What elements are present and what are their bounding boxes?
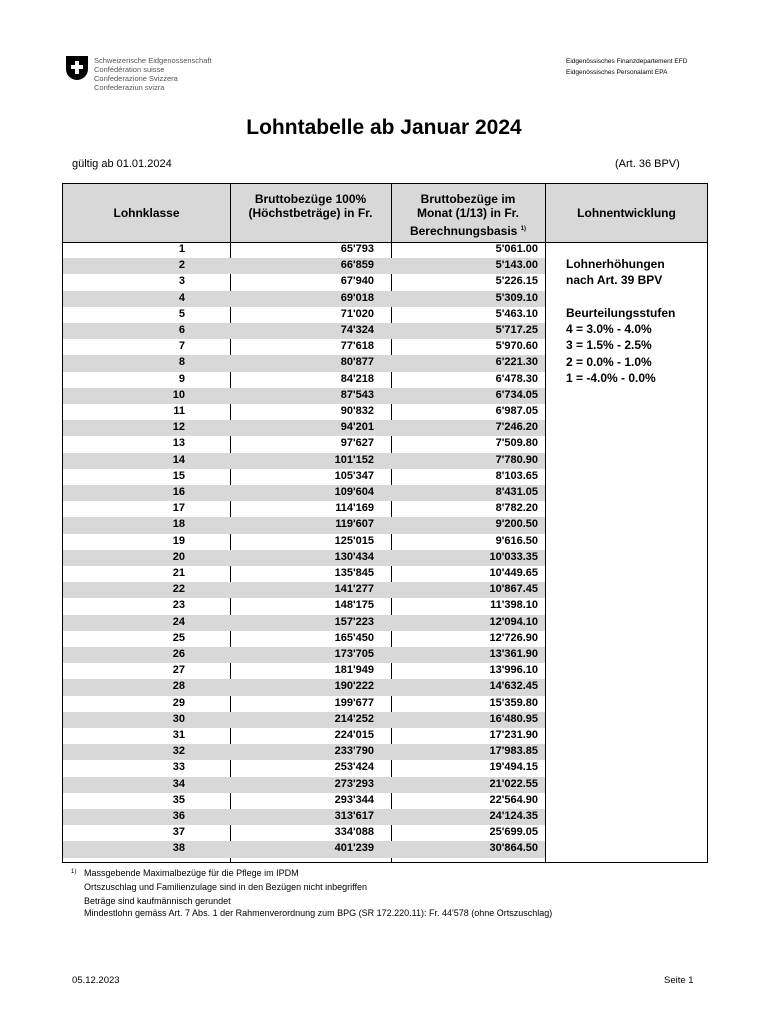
logo-line: Confédération suisse bbox=[94, 65, 165, 74]
cell-lohnklasse: 1 bbox=[178, 243, 185, 255]
basis-label: Berechnungsbasis bbox=[409, 224, 518, 238]
cell-lohnklasse: 23 bbox=[172, 599, 185, 612]
cell-monthly: 14'632.45 bbox=[489, 680, 538, 693]
cell-annual: 135'845 bbox=[334, 567, 374, 579]
header-line-basis bbox=[391, 222, 545, 238]
table-row bbox=[63, 712, 545, 728]
cell-annual: 80'877 bbox=[340, 356, 374, 369]
cell-lohnklasse: 37 bbox=[172, 826, 185, 839]
table-row bbox=[63, 339, 545, 355]
cell-monthly: 12'726.90 bbox=[489, 631, 538, 644]
footnote-line: Ortszuschlag und Familienzulage sind in den Bezügen nicht inbegriffen bbox=[84, 882, 368, 892]
table-row bbox=[63, 744, 545, 760]
table-row bbox=[63, 517, 545, 533]
cell-annual: 84'218 bbox=[340, 372, 374, 385]
cell-monthly: 5'463.10 bbox=[495, 307, 538, 320]
cell-monthly: 24'124.35 bbox=[489, 810, 538, 822]
table-row bbox=[63, 307, 545, 323]
cell-monthly: 5'143.00 bbox=[495, 259, 538, 272]
cell-monthly: 17'983.85 bbox=[489, 745, 538, 758]
table-row bbox=[63, 841, 545, 857]
cell-lohnklasse: 18 bbox=[172, 518, 185, 531]
header-line: Bruttobezüge im bbox=[420, 192, 516, 206]
cell-monthly: 5'717.25 bbox=[495, 324, 538, 336]
cell-monthly: 6'478.30 bbox=[495, 372, 538, 385]
cell-monthly: 5'226.15 bbox=[495, 275, 538, 288]
cell-annual: 69'018 bbox=[340, 291, 374, 304]
cell-lohnklasse: 17 bbox=[172, 502, 185, 515]
document-date: 05.12.2023 bbox=[72, 975, 120, 986]
side-line: Lohnerhöhungen bbox=[566, 257, 665, 271]
cell-annual: 77'618 bbox=[340, 340, 374, 353]
cell-lohnklasse: 13 bbox=[172, 437, 185, 450]
cell-annual: 165'450 bbox=[334, 631, 374, 644]
table-row bbox=[63, 679, 545, 695]
cell-annual: 109'604 bbox=[334, 486, 374, 498]
footnote-line: Massgebende Maximalbezüge für die Pflege im IPDM bbox=[84, 868, 299, 878]
cell-annual: 90'832 bbox=[340, 405, 374, 417]
cell-lohnklasse: 20 bbox=[172, 550, 185, 563]
table-row bbox=[63, 825, 545, 841]
header-brutto-monthly bbox=[391, 192, 545, 238]
cell-monthly: 11'398.10 bbox=[490, 599, 538, 612]
cell-lohnklasse: 22 bbox=[172, 583, 185, 596]
article-reference: (Art. 36 BPV) bbox=[615, 158, 680, 170]
table-row bbox=[63, 501, 545, 517]
cell-lohnklasse: 24 bbox=[172, 615, 185, 628]
table-row bbox=[63, 777, 545, 793]
confederation-logo-text bbox=[94, 56, 212, 92]
cell-lohnklasse: 5 bbox=[178, 307, 185, 320]
table-row bbox=[63, 420, 545, 436]
cell-annual: 214'252 bbox=[334, 712, 374, 725]
cell-monthly: 13'996.10 bbox=[489, 664, 538, 677]
side-line: Beurteilungsstufen bbox=[566, 306, 676, 320]
cell-annual: 224'015 bbox=[334, 729, 374, 741]
cell-monthly: 7'246.20 bbox=[495, 421, 538, 434]
cell-lohnklasse: 2 bbox=[178, 259, 185, 272]
column-divider bbox=[545, 184, 546, 862]
cell-monthly: 10'449.65 bbox=[489, 567, 538, 579]
cell-lohnklasse: 6 bbox=[178, 324, 185, 336]
cell-annual: 157'223 bbox=[334, 615, 374, 628]
cell-lohnklasse: 12 bbox=[172, 421, 185, 434]
cell-annual: 190'222 bbox=[334, 680, 374, 693]
table-row bbox=[63, 663, 545, 679]
table-row bbox=[63, 793, 545, 809]
cell-annual: 97'627 bbox=[340, 437, 374, 450]
cell-annual: 334'088 bbox=[334, 826, 374, 839]
table-row bbox=[63, 550, 545, 566]
cell-annual: 65'793 bbox=[340, 243, 374, 255]
cell-annual: 141'277 bbox=[334, 583, 374, 596]
header-line: Monat (1/13) in Fr. bbox=[416, 206, 519, 220]
cell-lohnklasse: 34 bbox=[172, 777, 185, 790]
cell-lohnklasse: 9 bbox=[178, 372, 185, 385]
cell-monthly: 13'361.90 bbox=[489, 648, 538, 660]
table-row bbox=[63, 469, 545, 485]
footnote-mark: 1) bbox=[71, 869, 77, 875]
cell-lohnklasse: 31 bbox=[172, 729, 185, 741]
cell-annual: 173'705 bbox=[334, 648, 374, 660]
cell-lohnklasse: 27 bbox=[172, 664, 185, 677]
table-row bbox=[63, 631, 545, 647]
table-row bbox=[63, 323, 545, 339]
cell-monthly: 16'480.95 bbox=[489, 712, 538, 725]
footnote-line: Mindestlohn gemäss Art. 7 Abs. 1 der Rahmenverordnung zum BPG (SR 172.220.11): Fr. 44'578 (ohne Ortszuschlag) bbox=[84, 908, 553, 918]
footnote-line: Beträge sind kaufmännisch gerundet bbox=[84, 896, 231, 906]
header-lohnentwicklung: Lohnentwicklung bbox=[577, 206, 676, 220]
cell-annual: 401'239 bbox=[334, 842, 374, 855]
cell-monthly: 6'987.05 bbox=[495, 405, 538, 417]
cell-annual: 94'201 bbox=[340, 421, 374, 434]
table-row bbox=[63, 598, 545, 614]
table-row bbox=[63, 274, 545, 290]
salary-increase-note bbox=[566, 256, 665, 288]
cell-lohnklasse: 7 bbox=[178, 340, 185, 353]
cell-annual: 71'020 bbox=[340, 307, 374, 320]
cell-annual: 130'434 bbox=[334, 550, 374, 563]
table-row bbox=[63, 372, 545, 388]
cell-annual: 253'424 bbox=[334, 761, 374, 774]
cell-monthly: 8'431.05 bbox=[495, 486, 538, 498]
table-row bbox=[63, 258, 545, 274]
cell-lohnklasse: 15 bbox=[172, 469, 185, 482]
side-line: 4 = 3.0% - 4.0% bbox=[566, 322, 652, 337]
side-line: 2 = 0.0% - 1.0% bbox=[566, 354, 652, 369]
office-line: Eidgenössisches Personalamt EPA bbox=[566, 69, 668, 76]
cell-annual: 67'940 bbox=[340, 275, 374, 288]
cell-annual: 181'949 bbox=[334, 664, 374, 677]
cell-monthly: 19'494.15 bbox=[489, 761, 538, 774]
cell-annual: 114'169 bbox=[335, 502, 374, 515]
cell-annual: 74'324 bbox=[340, 324, 374, 336]
header-lohnklasse: Lohnklasse bbox=[113, 206, 180, 220]
assessment-levels bbox=[566, 305, 675, 386]
table-row bbox=[63, 534, 545, 550]
cell-lohnklasse: 16 bbox=[172, 486, 185, 498]
header-brutto-annual bbox=[230, 192, 391, 220]
table-row bbox=[63, 760, 545, 776]
side-line: nach Art. 39 BPV bbox=[566, 273, 663, 288]
cell-monthly: 10'033.35 bbox=[489, 550, 538, 563]
cell-monthly: 7'780.90 bbox=[495, 453, 538, 466]
cell-annual: 119'607 bbox=[335, 518, 374, 531]
cell-annual: 273'293 bbox=[334, 777, 374, 790]
cell-annual: 233'790 bbox=[334, 745, 374, 758]
cell-monthly: 7'509.80 bbox=[495, 437, 538, 450]
cell-lohnklasse: 33 bbox=[172, 761, 185, 774]
cell-lohnklasse: 8 bbox=[178, 356, 185, 369]
table-row bbox=[63, 291, 545, 307]
cell-lohnklasse: 36 bbox=[172, 810, 185, 822]
cell-lohnklasse: 3 bbox=[178, 275, 185, 288]
cell-annual: 66'859 bbox=[340, 259, 374, 272]
cell-monthly: 8'782.20 bbox=[495, 502, 538, 515]
valid-from: gültig ab 01.01.2024 bbox=[72, 158, 172, 170]
cell-lohnklasse: 30 bbox=[172, 712, 185, 725]
page-number: Seite 1 bbox=[664, 975, 694, 986]
swiss-cross-icon bbox=[66, 56, 88, 80]
cell-lohnklasse: 29 bbox=[172, 696, 185, 709]
table-row bbox=[63, 696, 545, 712]
cell-monthly: 21'022.55 bbox=[489, 777, 538, 790]
cell-lohnklasse: 10 bbox=[172, 388, 185, 401]
cell-annual: 313'617 bbox=[334, 810, 374, 822]
cell-annual: 101'152 bbox=[334, 453, 374, 466]
cell-lohnklasse: 4 bbox=[178, 291, 185, 304]
salary-table bbox=[62, 183, 708, 863]
cell-monthly: 8'103.65 bbox=[495, 469, 538, 482]
logo-line: Confederazione Svizzera bbox=[94, 74, 178, 83]
cell-annual: 125'015 bbox=[334, 534, 374, 547]
cell-lohnklasse: 14 bbox=[172, 453, 185, 466]
cell-monthly: 9'616.50 bbox=[495, 534, 538, 547]
cell-annual: 199'677 bbox=[334, 696, 374, 709]
cell-monthly: 30'864.50 bbox=[489, 842, 538, 855]
cell-monthly: 6'734.05 bbox=[495, 388, 538, 401]
cell-monthly: 15'359.80 bbox=[489, 696, 538, 709]
table-row bbox=[63, 615, 545, 631]
table-row bbox=[63, 728, 545, 744]
table-row bbox=[63, 647, 545, 663]
side-line: 1 = -4.0% - 0.0% bbox=[566, 370, 656, 385]
cell-lohnklasse: 35 bbox=[172, 793, 185, 806]
table-row bbox=[63, 436, 545, 452]
table-row bbox=[63, 453, 545, 469]
cell-lohnklasse: 26 bbox=[172, 648, 185, 660]
header-line: (Höchstbeträge) in Fr. bbox=[248, 206, 373, 220]
cell-lohnklasse: 19 bbox=[172, 534, 185, 547]
logo-line: Confederaziun svizra bbox=[94, 83, 165, 92]
table-row bbox=[63, 485, 545, 501]
cell-annual: 293'344 bbox=[334, 793, 374, 806]
cell-monthly: 5'309.10 bbox=[495, 291, 538, 304]
table-row bbox=[63, 566, 545, 582]
cell-monthly: 22'564.90 bbox=[489, 793, 538, 806]
cell-monthly: 5'061.00 bbox=[495, 243, 538, 255]
cell-annual: 105'347 bbox=[334, 469, 374, 482]
department-line: Eidgenössisches Finanzdepartement EFD bbox=[566, 58, 688, 65]
cell-lohnklasse: 21 bbox=[172, 567, 185, 579]
cell-monthly: 6'221.30 bbox=[495, 356, 538, 369]
cell-monthly: 10'867.45 bbox=[489, 583, 538, 596]
department-block bbox=[566, 56, 687, 78]
cell-monthly: 17'231.90 bbox=[489, 729, 538, 741]
cell-annual: 87'543 bbox=[340, 388, 374, 401]
cell-lohnklasse: 32 bbox=[172, 745, 185, 758]
logo-line: Schweizerische Eidgenossenschaft bbox=[94, 56, 212, 65]
cell-annual: 148'175 bbox=[334, 599, 374, 612]
table-row bbox=[63, 242, 545, 258]
table-row bbox=[63, 355, 545, 371]
table-row bbox=[63, 809, 545, 825]
table-row bbox=[63, 388, 545, 404]
cell-monthly: 9'200.50 bbox=[495, 518, 538, 531]
cell-lohnklasse: 28 bbox=[172, 680, 185, 693]
header-line: Bruttobezüge 100% bbox=[254, 192, 367, 206]
cell-monthly: 5'970.60 bbox=[495, 340, 538, 353]
table-row bbox=[63, 582, 545, 598]
page-title: Lohntabelle ab Januar 2024 bbox=[246, 116, 522, 139]
cell-lohnklasse: 11 bbox=[173, 405, 185, 417]
footnote-mark: 1) bbox=[520, 226, 527, 232]
table-row bbox=[63, 404, 545, 420]
cell-lohnklasse: 25 bbox=[172, 631, 185, 644]
side-line: 3 = 1.5% - 2.5% bbox=[566, 338, 652, 353]
cell-monthly: 12'094.10 bbox=[489, 615, 538, 628]
cell-lohnklasse: 38 bbox=[172, 842, 185, 855]
cell-monthly: 25'699.05 bbox=[489, 826, 538, 839]
